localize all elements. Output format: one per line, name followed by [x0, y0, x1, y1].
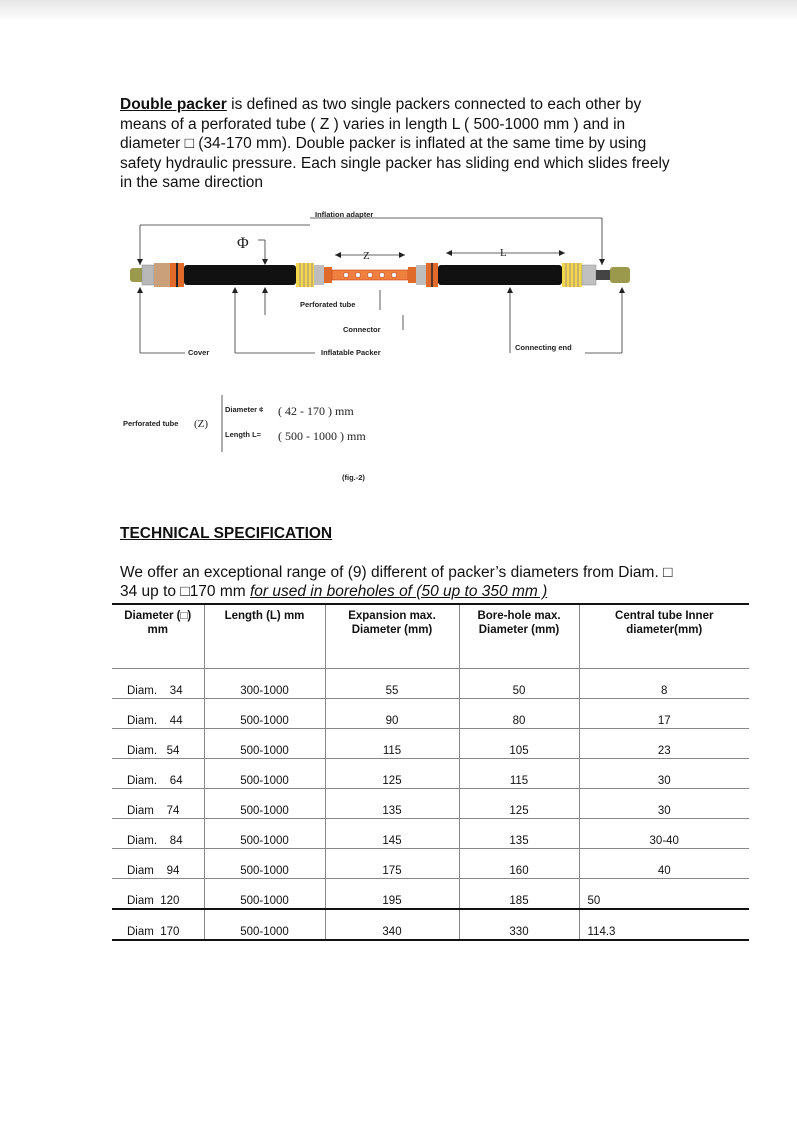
cell-central-tube: 50	[579, 879, 749, 910]
table-row	[112, 699, 749, 729]
cell-expansion: 340	[325, 909, 459, 940]
table-row	[112, 669, 749, 699]
inflatable-packer-label: Inflatable Packer	[321, 348, 381, 357]
figure-caption: (fig.-2)	[342, 473, 365, 482]
intro-text: is defined as two single packers connected to each other by means of a perforated tube ( Z ) varies in length L ( 500-1000 mm ) and in diameter □ (34-170 mm). Double packer is inflated at the same time by using safety hydraulic pressure. Each single packer has sliding end which slides freely in the same direction	[120, 96, 670, 191]
legend-length-value: ( 500 - 1000 ) mm	[278, 429, 366, 443]
header-length: Length (L) mm	[204, 604, 325, 669]
cell-borehole: 330	[459, 909, 579, 940]
offer-underlined: for used in boreholes of (50 up to 350 mm )	[250, 583, 548, 600]
cell-length: 500-1000	[204, 699, 325, 729]
cover-label: Cover	[188, 348, 210, 357]
right-yellow-bands	[562, 263, 582, 287]
left-yellow-bands	[296, 263, 332, 287]
cell-length: 500-1000	[204, 849, 325, 879]
table-header-row	[112, 604, 749, 669]
right-end-cap	[610, 267, 630, 283]
cell-central-tube: 17	[579, 699, 749, 729]
cell-central-tube: 114.3	[579, 909, 749, 940]
header-diameter: Diameter (□) mm	[112, 604, 204, 669]
cell-expansion: 135	[325, 789, 459, 819]
cell-borehole: 115	[459, 759, 579, 789]
table-row	[112, 789, 749, 819]
cell-borehole: 185	[459, 879, 579, 910]
legend-perforated-tube: Perforated tube	[123, 419, 179, 428]
packer-diagram	[110, 205, 650, 495]
l-dimension-label: L	[500, 247, 507, 259]
cell-central-tube: 23	[579, 729, 749, 759]
intro-lead: Double packer	[120, 96, 227, 113]
cell-diameter: Diam. 44	[112, 699, 204, 729]
cell-borehole: 105	[459, 729, 579, 759]
cell-length: 300-1000	[204, 669, 325, 699]
cell-length: 500-1000	[204, 909, 325, 940]
section-heading: TECHNICAL SPECIFICATION	[120, 525, 333, 542]
cell-length: 500-1000	[204, 729, 325, 759]
legend-diameter-value: ( 42 - 170 ) mm	[278, 404, 354, 418]
table-row	[112, 759, 749, 789]
cell-borehole: 50	[459, 669, 579, 699]
cell-diameter: Diam 170	[112, 909, 204, 940]
phi-symbol: Φ	[237, 235, 249, 252]
cell-expansion: 115	[325, 729, 459, 759]
table-row	[112, 879, 749, 910]
inflation-adapter-label: Inflation adapter	[315, 210, 374, 219]
offer-paragraph	[120, 563, 680, 601]
table-row	[112, 729, 749, 759]
table-row	[112, 819, 749, 849]
cell-diameter: Diam. 84	[112, 819, 204, 849]
cell-diameter: Diam. 54	[112, 729, 204, 759]
cell-length: 500-1000	[204, 759, 325, 789]
cell-diameter: Diam. 64	[112, 759, 204, 789]
header-borehole: Bore-hole max. Diameter (mm)	[459, 604, 579, 669]
cell-expansion: 125	[325, 759, 459, 789]
cell-diameter: Diam. 34	[112, 669, 204, 699]
cell-borehole: 80	[459, 699, 579, 729]
cell-central-tube: 40	[579, 849, 749, 879]
intro-paragraph	[120, 95, 680, 193]
z-dimension-label: Z	[363, 250, 370, 262]
cell-length: 500-1000	[204, 879, 325, 910]
double-packer-figure	[110, 205, 650, 495]
cell-expansion: 145	[325, 819, 459, 849]
cell-expansion: 90	[325, 699, 459, 729]
cell-diameter: Diam 120	[112, 879, 204, 910]
cell-central-tube: 30-40	[579, 819, 749, 849]
cell-borehole: 125	[459, 789, 579, 819]
spec-table	[112, 603, 749, 941]
cell-length: 500-1000	[204, 789, 325, 819]
header-expansion: Expansion max. Diameter (mm)	[325, 604, 459, 669]
cell-diameter: Diam 74	[112, 789, 204, 819]
cell-central-tube: 30	[579, 759, 749, 789]
table-row	[112, 909, 749, 940]
cell-central-tube: 8	[579, 669, 749, 699]
cell-expansion: 175	[325, 849, 459, 879]
legend-diameter-label: Diameter ¢	[225, 405, 264, 414]
header-central-tube: Central tube Inner diameter(mm)	[579, 604, 749, 669]
cell-length: 500-1000	[204, 819, 325, 849]
legend-length-label: Length L=	[225, 430, 262, 439]
cell-borehole: 135	[459, 819, 579, 849]
connecting-end-label: Connecting end	[515, 343, 572, 352]
left-packer-body	[184, 265, 296, 285]
right-packer-body	[438, 265, 562, 285]
cell-central-tube: 30	[579, 789, 749, 819]
offer-text: We offer an exceptional range of (9) different of packer’s diameters from Diam. □ 34 up to □170 mm	[120, 564, 673, 600]
cell-expansion: 195	[325, 879, 459, 910]
table-row	[112, 849, 749, 879]
cell-expansion: 55	[325, 669, 459, 699]
connector-label: Connector	[343, 325, 381, 334]
page-top-shade	[0, 0, 797, 22]
legend-z: (Z)	[194, 418, 209, 430]
cell-borehole: 160	[459, 849, 579, 879]
cell-diameter: Diam 94	[112, 849, 204, 879]
perforated-tube-label: Perforated tube	[300, 300, 356, 309]
